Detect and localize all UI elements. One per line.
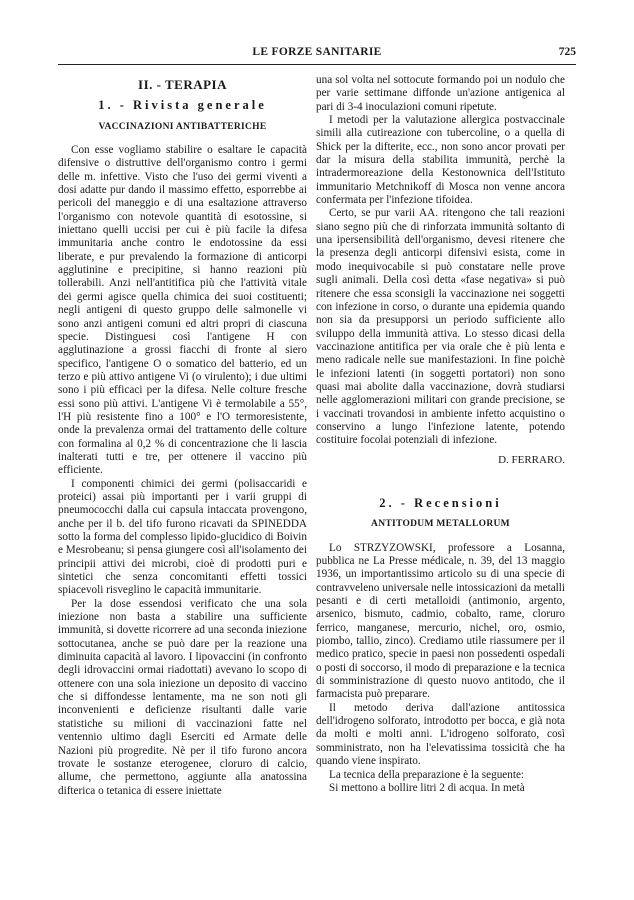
paragraph: una sol volta nel sottocute formando poi un nodulo che per varie settimane diffonde un'azione antigenica al pari di 3-4 inoculazioni comuni ripetute. bbox=[316, 74, 565, 113]
paragraph: Si mettono a bollire litri 2 di acqua. In metà bbox=[329, 781, 525, 794]
paragraph: I metodi per la valutazione allergica postvaccinale simili alla cutireazione con tubercoline, o a quella di Shick per la difterite, ecc., non sono ancor provati per dar la misura della stabilita immunità, perchè la intradermoreazione della Kestonownica dell'Istituto immunitario Metchnikoff di Mosca non venne ancora confermata per l'infezione tifoidea. bbox=[316, 114, 565, 207]
journal-title: LE FORZE SANITARIE bbox=[252, 46, 382, 58]
author-signature: D. FERRARO. bbox=[498, 453, 565, 466]
page-number: 725 bbox=[558, 46, 576, 58]
subheading-rivista: 1. - Rivista generale bbox=[98, 98, 267, 113]
paragraph: Il metodo deriva dall'azione antitossica dell'idrogeno solforato, introdotto per bocca, e già nota da molti e molti anni. L'idrogeno solforato, così somministrato, non ha l'elevatissima tossicità che ha quando viene inspirato. bbox=[316, 701, 565, 768]
left-column bbox=[58, 74, 307, 798]
paragraph: La tecnica della preparazione è la seguente: bbox=[329, 768, 525, 781]
paragraph: I componenti chimici dei germi (polisaccaridi e proteici) assai più importanti per i varii gruppi di pneumococchi dalla cui capsula intaccata provengono, anche per il b. del tifo furono ricavati da SPINEDDA sotto la forma del complesso lipido-glucidico di Boivin e Mesrobeanu; si pensa giungere così all'isolamento dei principii attivi dei microbi, cioè di prodotti puri e sintetici che senza concomitanti effetti tossici spiacevoli risveglino le capacità immunitarie. bbox=[58, 477, 308, 597]
subheading-recensioni: 2. - Recensioni bbox=[379, 495, 502, 510]
header-rule bbox=[58, 64, 576, 65]
paragraph: Lo STRZYZOWSKI, professore a Losanna, pubblica ne La Presse médicale, n. 39, del 13 maggio 1936, un importantissimo articolo su di una specie di contravveleno universale nelle intossicazioni da metalli pesanti e di certi metalloidi (antimonio, argento, arsenico, bismuto, cadmio, cobalto, rame, cloruro ferrico, manganese, mercurio, nichel, oro, osmio, piombo, tallio, zinco). Crediamo utile riassumere per il medico pratico, specie in paesi non possedenti ospedali o posti di soccorso, il modo di preparazione e la tecnica di somministrazione di questo nuovo antitodo, che il farmacista può preparare. bbox=[316, 541, 565, 701]
topic-vaccinazioni: VACCINAZIONI ANTIBATTERICHE bbox=[98, 121, 267, 132]
paragraph: Per la dose essendosi verificato che una sola iniezione non basta a stabilire una sufficiente immunità, si dovette ricorrere ad una seconda iniezione sottocutanea, anche se può dare per la reazione una diminuita capacità al lavoro. I lipovaccini (in confronto degli idrovaccini ormai riadottati) avevano lo scopo di ottenere con una sola iniezione un deposito di vaccino che si diffondesse lentamente, ma ne son noti gli inconvenienti e deficienze risultanti dalle varie statistiche su milioni di vaccinazioni fatte nel ventennio ultimo dagli Eserciti ed Armate delle Nazioni più progredite. Nè per il tifo furono ancora trovate le sostanze eterogenee, cloruro di calcio, allume, che permettono, aggiunte alla anatossina difterica o tetanica di essere iniettate bbox=[58, 597, 307, 797]
paragraph: Con esse vogliamo stabilire o esaltare le capacità difensive o distruttive dell'organismo contro i germi delle m. infettive. Visto che l'uso dei germi viventi a dosi adatte pur dando il massimo effetto, esporrebbe ai pericoli del maneggio e di una esaltazione attraverso l'organismo con notevole quantità di esotossine, si iniettano quelli uccisi per cui è più facile la difesa immunitaria anche contro le endotossine da essi liberate, e pur prevalendo la formazione di anticorpi agglutinine e precipitine, si hanno reazioni più tollerabili. Anzi nell'antitifica più che l'attività vitale dei germi agisce quella chimica dei suoi costituenti; negli antigeni di questo gruppo delle salmonelle vi sono anzi antigeni comuni ed altri propri di ciascuna specie. Distinguesi così l'antigene H con agglutinazione a grossi fiacchi di fronte al siero specifico, l'antigene O o somatico del batterio, ed un terzo e più attivo antigene Vi (o virulento); i due ultimi sono i più efficaci per la difesa. Nelle colture fresche essi sono più attivi. L'antigene Vi è termolabile a 55°, l'H più resistente fino a 100° e l'O termoresistente, onde la prevalenza ormai del trattamento delle colture con formalina al 0,2 % di concentrazione che li lascia inalterati tutti e tre, per ottenere il vaccino più efficiente. bbox=[58, 144, 307, 477]
running-header bbox=[58, 46, 576, 64]
section-heading: II. - TERAPIA bbox=[138, 77, 227, 92]
topic-antitodum: ANTITODUM METALLORUM bbox=[371, 519, 510, 530]
right-column bbox=[316, 74, 565, 795]
paragraph: Certo, se pur varii AA. ritengono che tali reazioni siano segno più che di rinforzata immunità soltanto di una ipersensibilità dell'organismo, devesi ritenere che la presenza degli anticorpi difensivi esista, come in modo inequivocabile si può constatare nelle prove sugli animali. Della così detta «fase negativa» si può ritenere che essa sconsigli la vaccinazione nei soggetti con infezione in corso, o durante una epidemia quando non sia da presupporsi un periodo sufficiente allo sviluppo della immunità attiva. Lo stesso dicasi della vaccinazione antitifica per via orale che è più lenta e meno radicale nelle sue manifestazioni. In fine poichè le infezioni latenti (in soggetti portatori) non sono quasi mai abolite dalla vaccinazione, dovrà studiarsi nelle agglomerazioni militari con grande precisione, se i vaccinati trovandosi in ambiente infetto acquistino o conservino a lungo l'infezione latente, potendo costituire focolai potenziali di infezione. bbox=[316, 207, 565, 447]
